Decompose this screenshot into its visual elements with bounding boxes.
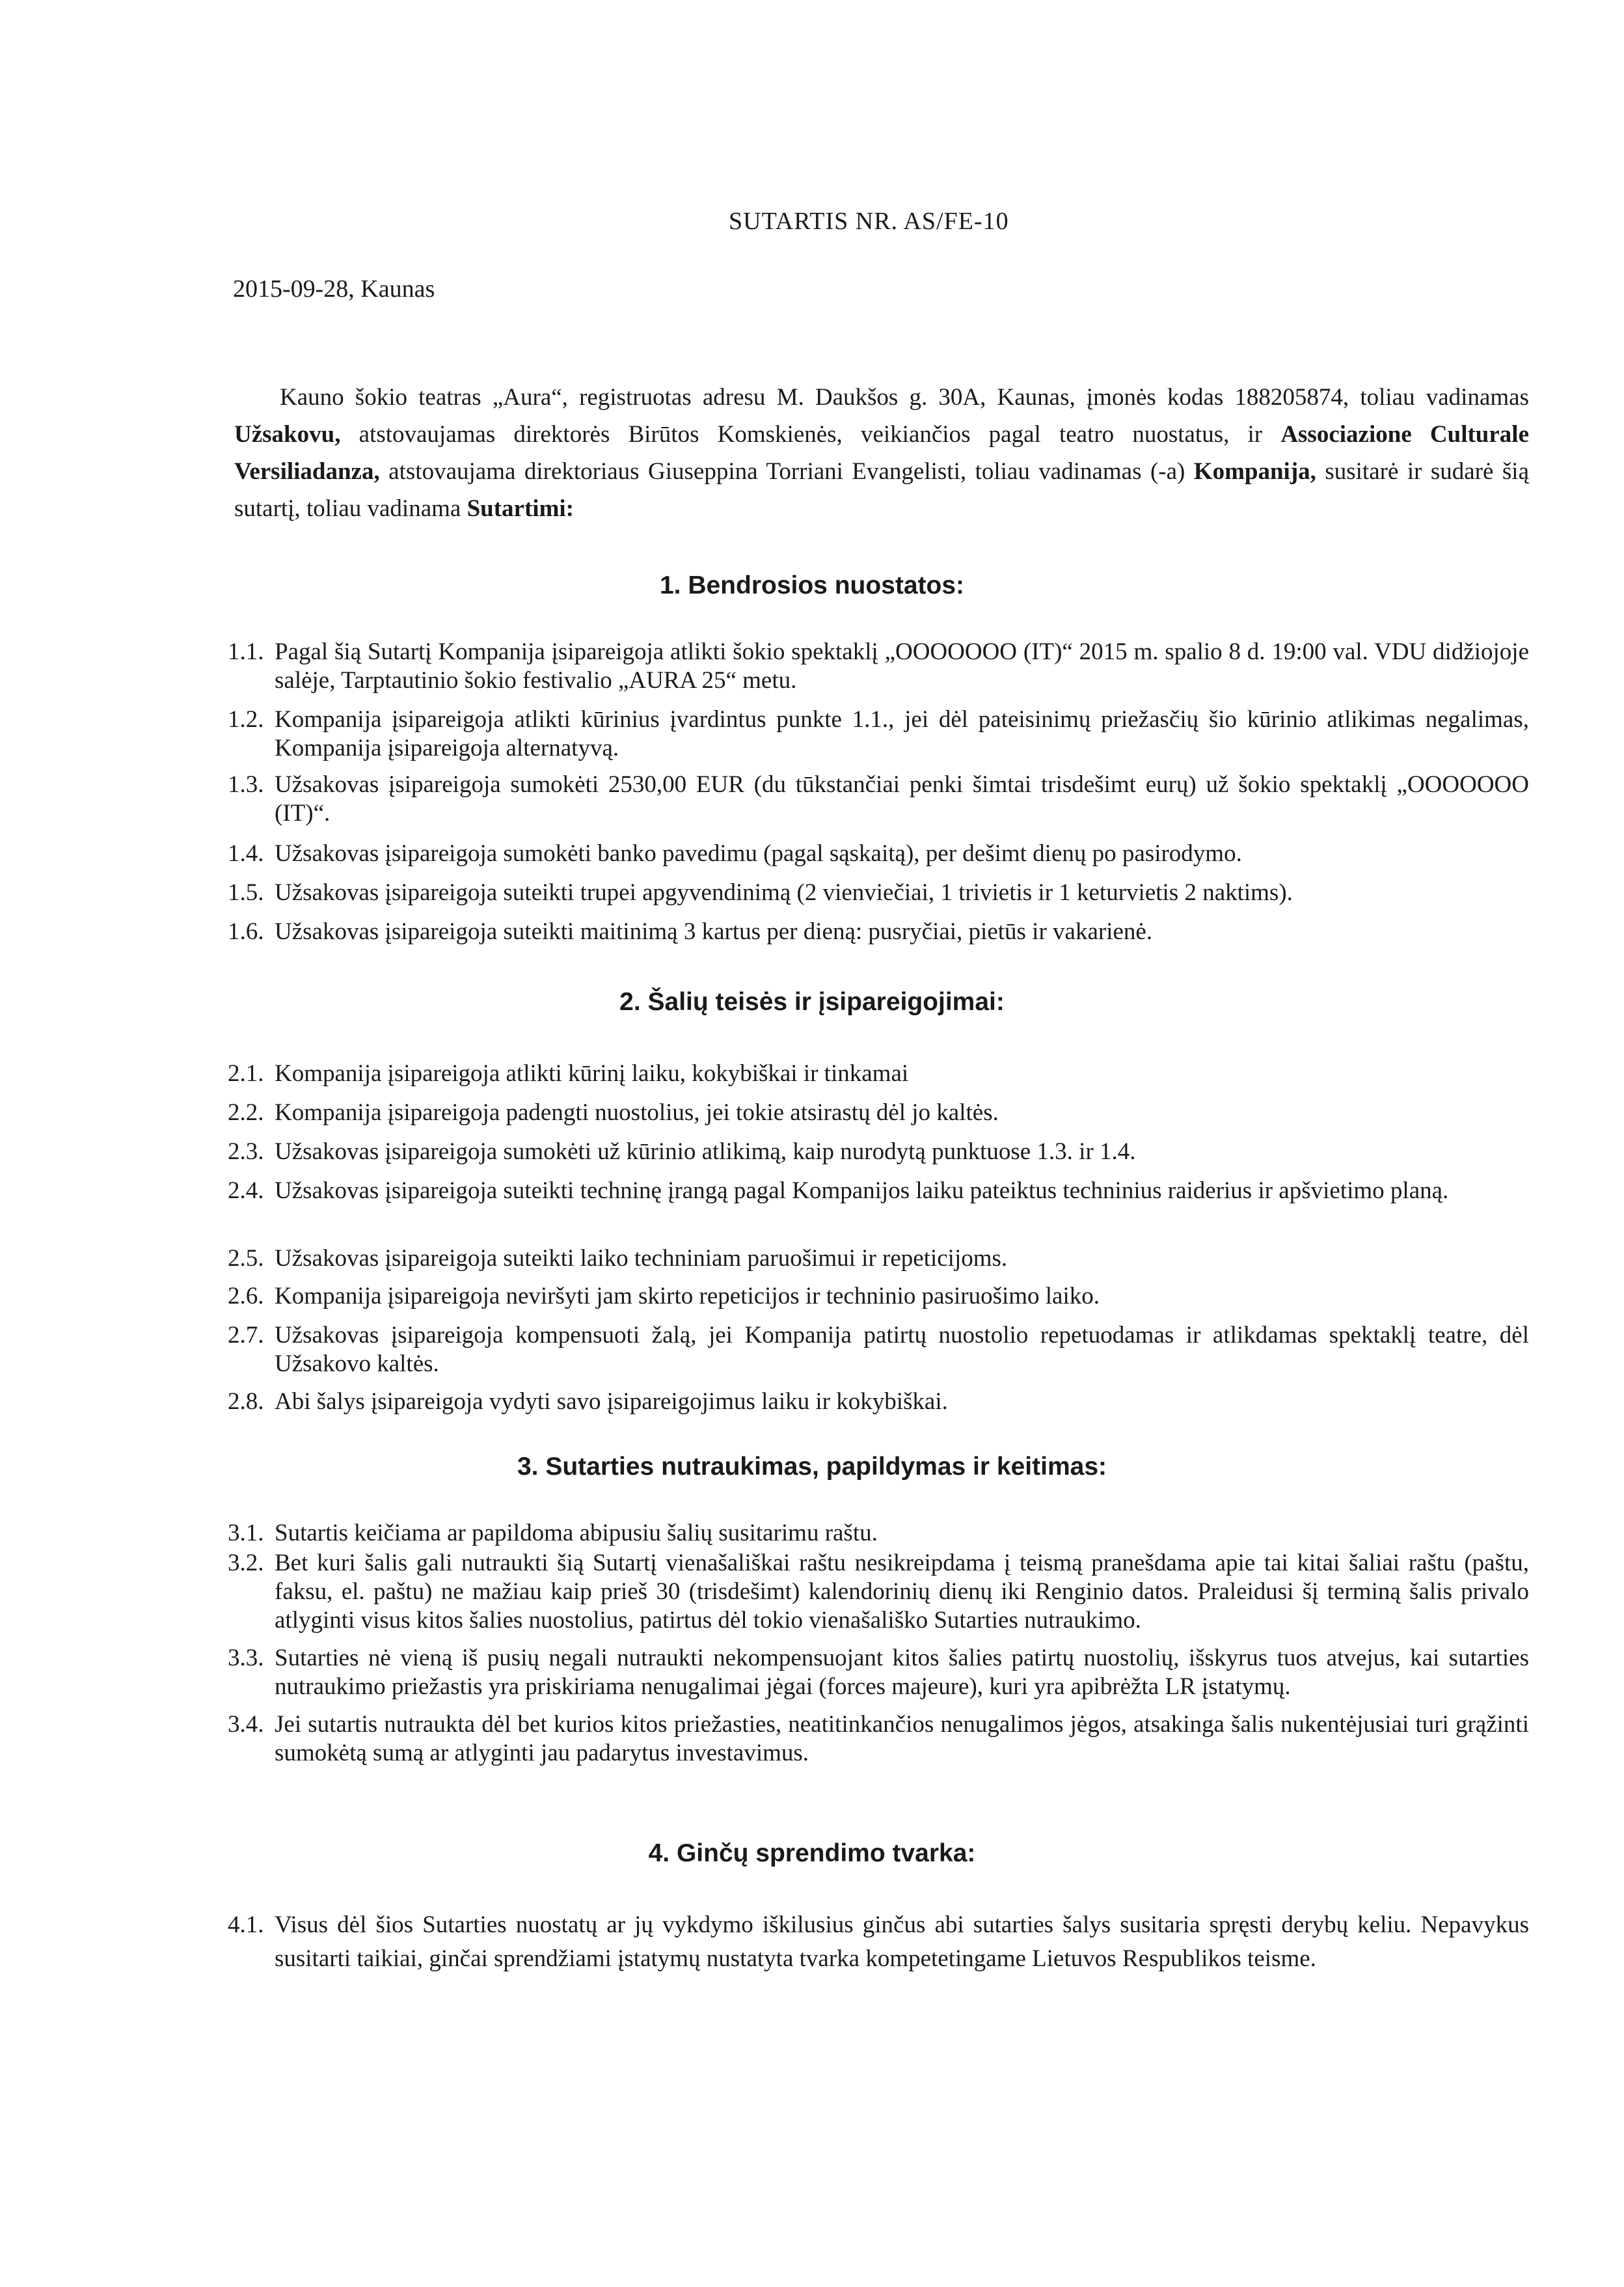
clause-number: 1.6. [228, 918, 264, 945]
clause-2-4 [228, 1177, 1529, 1205]
clause-text: Kompanija įsipareigoja neviršyti jam skirto repeticijos ir techninio pasiruošimo laiko. [275, 1283, 1100, 1309]
section-heading-1: 1. Bendrosios nuostatos: [659, 571, 965, 599]
clause-text: Pagal šią Sutartį Kompanija įsipareigoja atlikti šokio spektaklį „OOOOOOO (IT)“ 2015 m. spalio 8 d. 19:00 val. VDU didžiojoje salėje, Tarptautinio šokio festivalio „AURA 25“ metu. [275, 638, 1529, 694]
clause-2-8 [228, 1388, 1529, 1416]
clause-number: 1.2. [228, 706, 264, 733]
clause-text: Užsakovas įsipareigoja sumokėti 2530,00 EUR (du tūkstančiai penki šimtai trisdešimt eurų) už šokio spektaklį „OOOOOOO (IT)“. [275, 771, 1529, 827]
clause-text: Jei sutartis nutraukta dėl bet kurios kitos priežasties, neatitinkančios nenugalimos jėgos, atsakinga šalis nukentėjusiai turi grąžinti sumokėtą sumą ar atlyginti jau padarytus investavimus. [275, 1711, 1529, 1766]
clause-number: 2.7. [228, 1322, 264, 1349]
clause-3-2 [228, 1549, 1529, 1635]
clause-2-5 [228, 1244, 1529, 1273]
clause-number: 1.1. [228, 638, 264, 665]
clause-number: 1.4. [228, 840, 264, 867]
clause-3-4 [228, 1710, 1529, 1768]
clause-text: Užsakovas įsipareigoja sumokėti už kūrinio atlikimą, kaip nurodytą punktuose 1.3. ir 1.4. [275, 1138, 1136, 1165]
clause-number: 2.2. [228, 1099, 264, 1126]
section-heading-3: 3. Sutarties nutraukimas, papildymas ir keitimas: [517, 1453, 1107, 1481]
clause-1-5 [228, 879, 1529, 907]
clause-2-3 [228, 1138, 1529, 1166]
clause-number: 3.4. [228, 1711, 264, 1738]
clause-number: 3.1. [228, 1520, 264, 1546]
clause-text: Užsakovas įsipareigoja suteikti laiko techniniam paruošimui ir repeticijoms. [275, 1245, 1008, 1272]
section-heading-4: 4. Ginčų sprendimo tvarka: [648, 1839, 976, 1867]
clause-3-3 [228, 1644, 1529, 1701]
intro-bold-4: Sutartimi: [467, 495, 575, 522]
clause-text: Užsakovas įsipareigoja suteikti trupei apgyvendinimą (2 vienviečiai, 1 trivietis ir 1 keturvietis 2 naktims). [275, 879, 1293, 906]
clause-2-7 [228, 1321, 1529, 1378]
clause-number: 3.2. [228, 1550, 264, 1576]
clause-text: Kompanija įsipareigoja atlikti kūrinį laiku, kokybiškai ir tinkamai [275, 1060, 909, 1087]
clause-text: Užsakovas įsipareigoja suteikti techninę įrangą pagal Kompanijos laiku pateiktus techninius raiderius ir apšvietimo planą. [275, 1177, 1449, 1204]
clause-text: Užsakovas įsipareigoja sumokėti banko pavedimu (pagal sąskaitą), per dešimt dienų po pasirodymo. [275, 840, 1242, 867]
clause-text: Užsakovas įsipareigoja kompensuoti žalą, jei Kompanija patirtų nuostolio repetuodamas ir atlikdamas spektaklį teatre, dėl Užsakovo kaltės. [275, 1322, 1529, 1377]
clause-number: 1.5. [228, 879, 264, 906]
clause-number: 2.1. [228, 1060, 264, 1087]
clause-text: Sutarties nė vieną iš pusių negali nutraukti nekompensuojant kitos šalies patirtų nuostolių, išskyrus tuos atvejus, kai sutarties nutraukimo priežastis yra priskiriama nenugalimai jėgai (forces majeure), kuri yra apibrėžta LR įstatymų. [275, 1645, 1529, 1700]
clause-number: 2.6. [228, 1283, 264, 1309]
clause-text: Kompanija įsipareigoja atlikti kūrinius įvardintus punkte 1.1., jei dėl pateisinimų priežasčių šio kūrinio atlikimas negalimas, Kompanija įsipareigoja alternatyvą. [275, 706, 1529, 761]
clause-text: Abi šalys įsipareigoja vydyti savo įsipareigojimus laiku ir kokybiškai. [275, 1388, 948, 1415]
clause-number: 2.3. [228, 1138, 264, 1165]
intro-bold-1: Užsakovu, [234, 421, 341, 448]
intro-bold-2: Associazione Culturale Versiliadanza, [234, 421, 1530, 485]
clause-1-6 [228, 918, 1529, 946]
clause-number: 3.3. [228, 1645, 264, 1671]
clause-1-1 [228, 638, 1529, 695]
clause-3-1 [228, 1519, 1529, 1548]
clause-number: 4.1. [228, 1911, 264, 1938]
intro-paragraph [234, 379, 1529, 527]
clause-2-6 [228, 1282, 1529, 1311]
clause-text: Visus dėl šios Sutarties nuostatų ar jų vykdymo iškilusius ginčus abi sutarties šalys susitaria spręsti derybų keliu. Nepavykus susitarti taikiai, ginčai sprendžiami įstatymų nustatyta tvarka kompetetingame Lietuvos Respublikos teisme. [275, 1911, 1529, 1972]
clause-number: 2.4. [228, 1177, 264, 1204]
clause-text: Užsakovas įsipareigoja suteikti maitinimą 3 kartus per dieną: pusryčiai, pietūs ir vakarienė. [275, 918, 1153, 945]
clause-1-3 [228, 771, 1529, 828]
intro-text-1: Kauno šokio teatras „Aura“, registruotas adresu M. Daukšos g. 30A, Kaunas, įmonės kodas 188205874, toliau vadinamas [280, 384, 1529, 411]
clause-2-1 [228, 1060, 1529, 1088]
intro-text-4: susitarė ir sudarė šią sutartį, toliau vadinama [234, 458, 1529, 522]
intro-text-2: atstovaujamas direktorės Birūtos Komskienės, veikiančios pagal teatro nuostatus, ir [340, 421, 1281, 448]
clause-2-2 [228, 1099, 1529, 1127]
clause-text: Kompanija įsipareigoja padengti nuostolius, jei tokie atsirastų dėl jo kaltės. [275, 1099, 999, 1126]
section-heading-2: 2. Šalių teisės ir įsipareigojimai: [619, 988, 1005, 1016]
clause-number: 2.8. [228, 1388, 264, 1415]
clause-4-1 [228, 1908, 1529, 1976]
clause-number: 1.3. [228, 771, 264, 798]
clause-text: Sutartis keičiama ar papildoma abipusiu šalių susitarimu raštu. [275, 1520, 878, 1546]
clause-text: Bet kuri šalis gali nutraukti šią Sutartį vienašališkai raštu nesikreipdama į teismą pranešdama apie tai kitai šaliai raštu (paštu, faksu, el. paštu) ne mažiau kaip prieš 30 (trisdešimt) kalendorinių dienų iki Renginio datos. Praleidusi šį terminą šalis privalo atlyginti visus kitos šalies nuostolius, patirtus dėl tokio vienašališko Sutarties nutraukimo. [275, 1550, 1529, 1634]
intro-text-3: atstovaujama direktoriaus Giuseppina Torriani Evangelisti, toliau vadinamas (-a) [379, 458, 1194, 485]
clause-1-4 [228, 840, 1529, 868]
document-title: SUTARTIS NR. AS/FE-10 [729, 208, 1009, 235]
clause-1-2 [228, 705, 1529, 763]
clause-number: 2.5. [228, 1245, 264, 1272]
intro-bold-3: Kompanija, [1193, 458, 1316, 485]
date-place: 2015-09-28, Kaunas [233, 275, 435, 303]
